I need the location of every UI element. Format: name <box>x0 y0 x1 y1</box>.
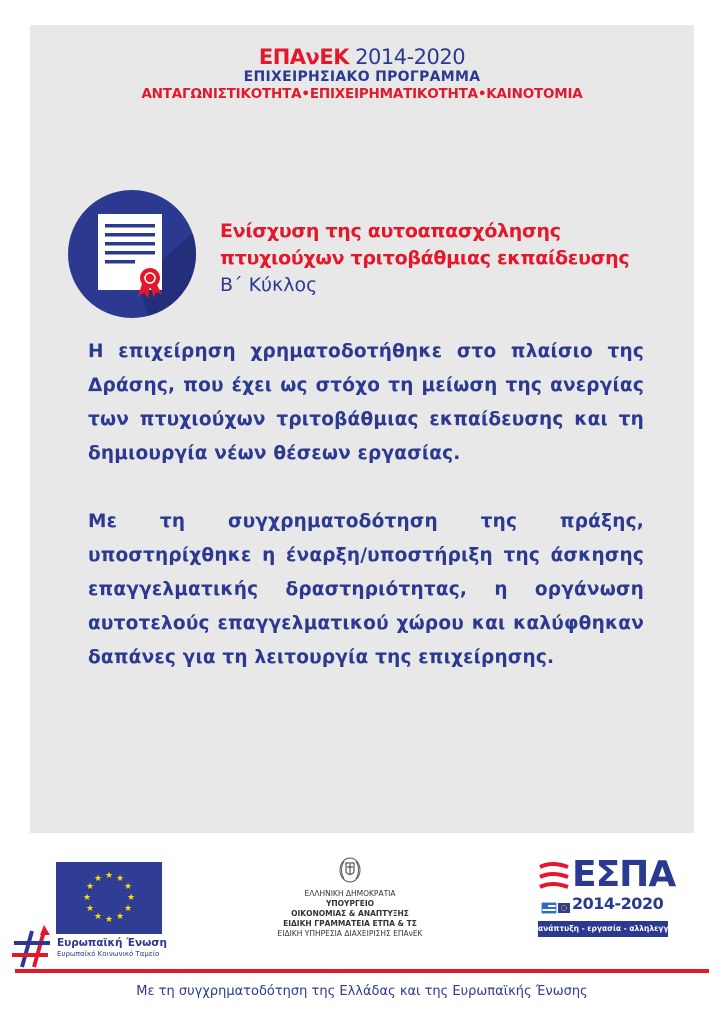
greek-emblem-icon <box>339 857 361 883</box>
ministry-line-2: ΥΠΟΥΡΓΕΙΟ <box>325 899 375 908</box>
svg-text:★: ★ <box>126 893 136 903</box>
main-panel <box>30 25 694 833</box>
espa-waves-icon <box>538 859 572 923</box>
svg-text:★: ★ <box>104 915 114 925</box>
svg-text:★: ★ <box>93 912 103 922</box>
title-line-2: πτυχιούχων τριτοβάθμιας εκπαίδευσης <box>220 247 630 269</box>
svg-text:★: ★ <box>115 912 125 922</box>
svg-text:★: ★ <box>115 874 125 884</box>
ministry-line-5: ΕΙΔΙΚΗ ΥΠΗΡΕΣΙΑ ΔΙΑΧΕΙΡΙΣΗΣ ΕΠΑνΕΚ <box>277 929 423 938</box>
eu-flag-icon <box>56 862 162 934</box>
espa-tagline: ανάπτυξη - εργασία - αλληλεγγύη <box>538 921 668 937</box>
ministry-line-1: ΕΛΛΗΝΙΚΗ ΔΗΜΟΚΡΑΤΙΑ <box>304 889 396 898</box>
program-years: 2014-2020 <box>348 45 466 69</box>
espa-years: 2014-2020 <box>572 894 664 913</box>
cofunding-caption: Με τη συγχρηματοδότηση της Ελλάδας και της Ευρωπαϊκής Ένωσης <box>136 984 588 999</box>
certificate-badge <box>68 190 196 318</box>
program-name: ΕΠΙΧΕΙΡΗΣΙΑΚΟ ΠΡΟΓΡΑΜΜΑ <box>243 69 481 85</box>
eu-fund-label: Ευρωπαϊκό Κοινωνικό Ταμείο <box>57 950 160 958</box>
svg-text:★: ★ <box>93 874 103 884</box>
ministry-line-4: ΕΙΔΙΚΗ ΓΡΑΜΜΑΤΕΙΑ ΕΤΠΑ & ΤΣ <box>283 919 417 928</box>
program-pillars: ΑΝΤΑΓΩΝΙΣΤΙΚΟΤΗΤΑ•ΕΠΙΧΕΙΡΗΜΑΤΙΚΟΤΗΤΑ•ΚΑΙΝΟΤΟΜΙΑ <box>141 86 583 102</box>
svg-text:★: ★ <box>104 871 114 881</box>
certificate-icon <box>68 190 196 318</box>
espa-logo <box>538 854 679 940</box>
svg-text:★: ★ <box>123 904 133 914</box>
espa-word: ΕΣΠΑ <box>572 854 676 895</box>
svg-text:★: ★ <box>82 893 92 903</box>
eu-label: Ευρωπαϊκή Ένωση <box>57 937 167 949</box>
program-brand: ΕΠΑνΕΚ <box>258 45 349 69</box>
cycle-label: Β΄ Κύκλος <box>220 274 318 296</box>
svg-text:★: ★ <box>85 904 95 914</box>
footer-divider <box>15 969 709 973</box>
svg-text:★: ★ <box>85 882 95 892</box>
ministry-line-3: ΟΙΚΟΝΟΜΙΑΣ & ΑΝΑΠΤΥΞΗΣ <box>291 909 409 918</box>
funding-paragraph: Η επιχείρηση χρηματοδοτήθηκε στο πλαίσιο της Δράσης, που έχει ως στόχο τη μείωση της ανεργίας των πτυχιούχων τριτοβάθμιας εκπαίδευσης και τη δημιουργία νέων θέσεων εργασίας. <box>88 341 644 464</box>
action-title <box>220 218 629 298</box>
hashtag-icon <box>8 923 56 971</box>
title-line-1: Ενίσχυση της αυτοαπασχόλησης <box>220 220 561 242</box>
svg-text:★: ★ <box>123 882 133 892</box>
eu-flag <box>56 862 162 934</box>
program-brand-line <box>30 45 694 69</box>
ministry-block <box>262 857 438 939</box>
cofunding-paragraph: Με τη συγχρηματοδότηση της πράξης, υποστηρίχθηκε η έναρξη/υποστήριξη της άσκησης επαγγελματικής δραστηριότητας, η οργάνωση αυτοτελούς επαγγελματικού χώρου και καλύφθηκαν δαπάνες για τη λειτουργία της επιχείρησης. <box>88 511 644 668</box>
footer <box>0 833 724 1024</box>
program-header <box>30 45 694 103</box>
